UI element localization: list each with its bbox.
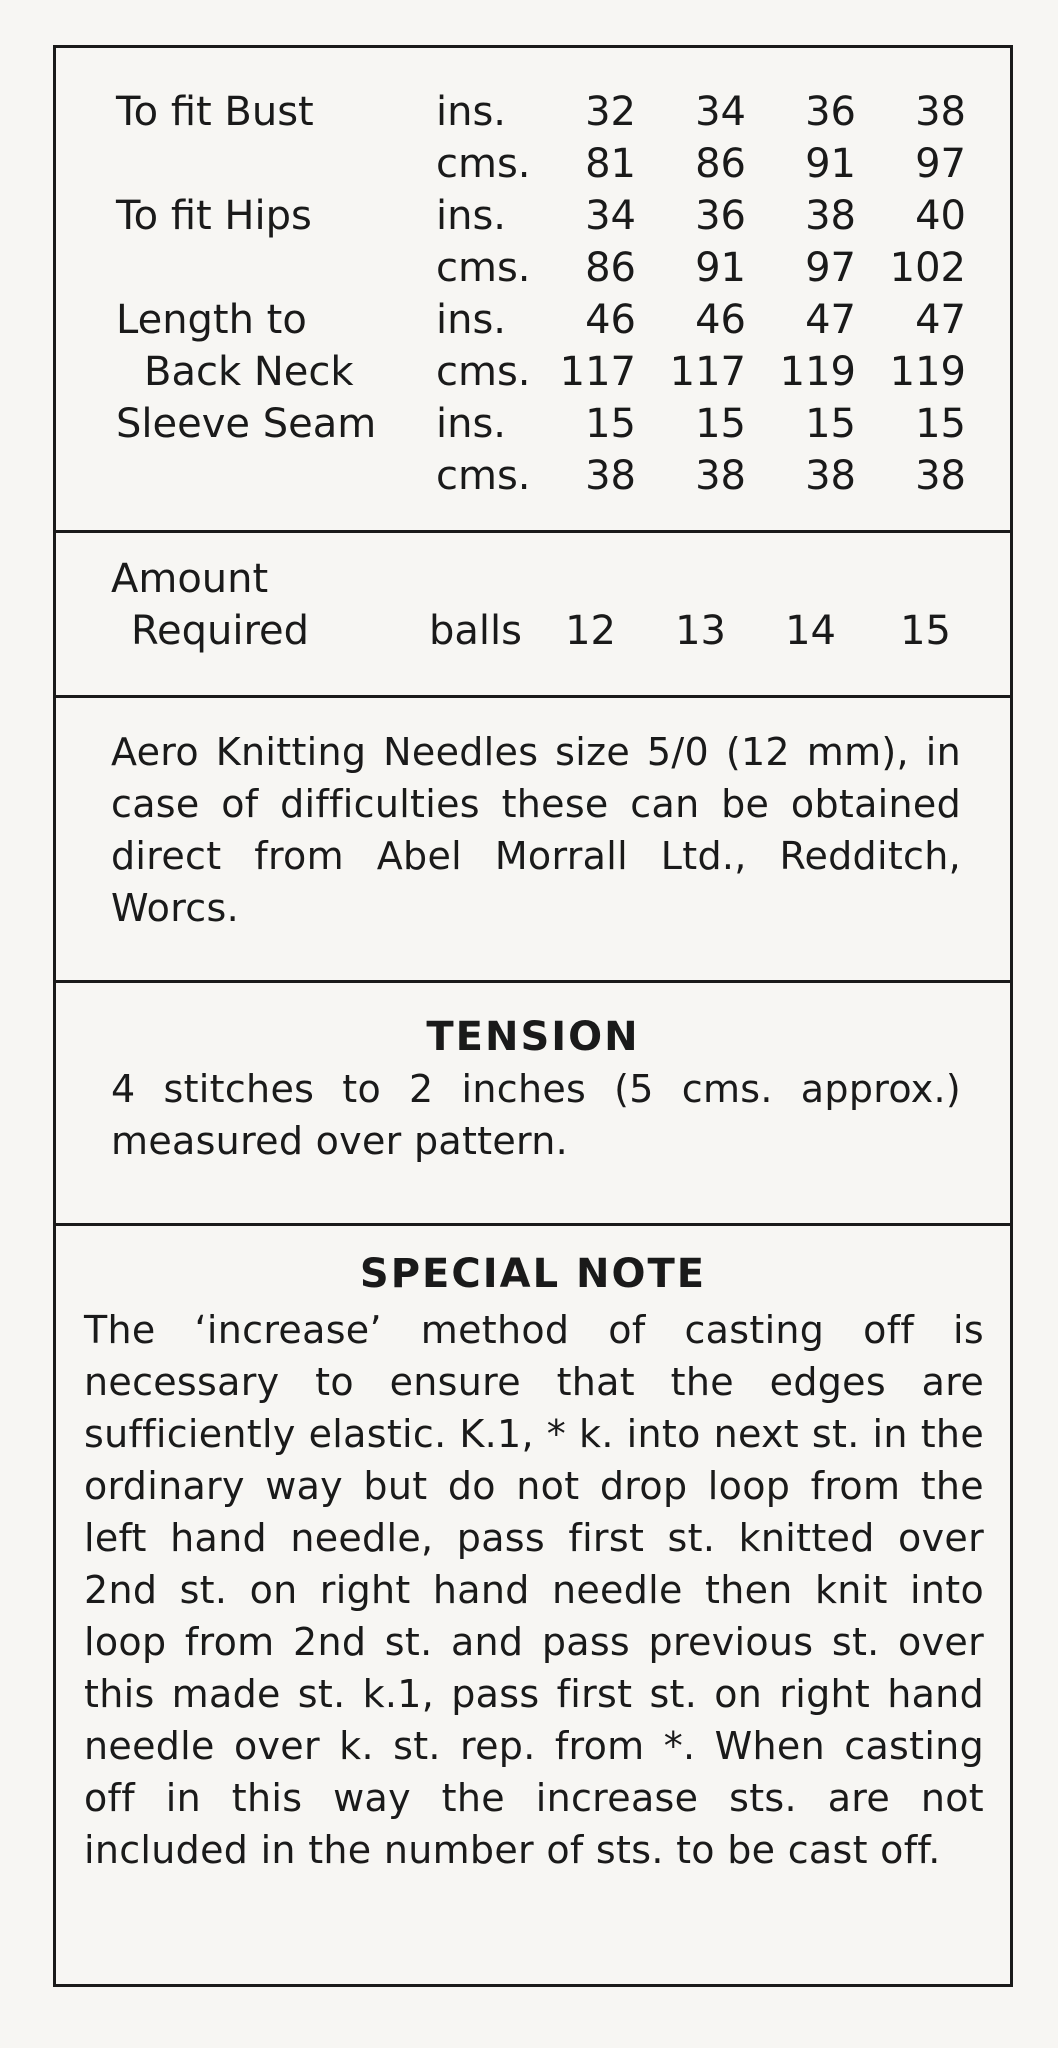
size-value: 47 [915, 297, 966, 343]
sizes-section [56, 48, 1010, 530]
size-value: 38 [805, 453, 856, 499]
size-value: 97 [805, 245, 856, 291]
row-unit: cms. [436, 141, 531, 187]
size-value: 119 [779, 349, 856, 395]
row-unit: cms. [436, 349, 531, 395]
size-value: 36 [695, 193, 746, 239]
sizes-row [56, 346, 1010, 398]
size-value: 38 [805, 193, 856, 239]
size-value: 91 [695, 245, 746, 291]
size-value: 38 [695, 453, 746, 499]
amount-value: 15 [900, 608, 951, 654]
size-value: 36 [805, 89, 856, 135]
tension-section [56, 983, 1010, 1223]
sizes-row [56, 242, 1010, 294]
size-value: 15 [585, 401, 636, 447]
size-value: 40 [915, 193, 966, 239]
special-note-text: The ‘increase’ method of casting off is necessary to ensure that the edges are sufficiently elastic. K.1, * k. into next st. in the ordinary way but do not drop loop from the left hand needle, pass first st. knitted over 2nd st. on right hand needle then knit into loop from 2nd st. and pass previous st. over this made st. k.1, pass first st. on right hand needle over k. st. rep. from *. When casting off in this way the increase sts. are not included in the number of sts. to be cast off. [84, 1308, 984, 1872]
row-label: Sleeve Seam [116, 401, 377, 447]
row-unit: cms. [436, 245, 531, 291]
size-value: 34 [695, 89, 746, 135]
size-value: 86 [585, 245, 636, 291]
size-value: 46 [585, 297, 636, 343]
size-value: 15 [805, 401, 856, 447]
size-value: 47 [805, 297, 856, 343]
row-label: To fit Hips [116, 193, 312, 239]
row-label: To fit Bust [116, 89, 314, 135]
size-value: 38 [915, 89, 966, 135]
row-unit: ins. [436, 297, 507, 343]
sizes-row [56, 86, 1010, 138]
amount-value: 14 [785, 608, 836, 654]
row-unit: ins. [436, 89, 507, 135]
size-value: 86 [695, 141, 746, 187]
row-label: Length to [116, 297, 307, 343]
size-value: 102 [889, 245, 966, 291]
size-value: 34 [585, 193, 636, 239]
sizes-row [56, 450, 1010, 502]
sizes-row [56, 190, 1010, 242]
tension-heading: TENSION [426, 1014, 640, 1060]
special-note-section [56, 1226, 1010, 1984]
row-unit: ins. [436, 193, 507, 239]
size-value: 15 [695, 401, 746, 447]
size-value: 38 [585, 453, 636, 499]
row-label: Back Neck [144, 349, 354, 395]
sizes-row [56, 294, 1010, 346]
tension-text: 4 stitches to 2 inches (5 cms. approx.) measured over pattern. [111, 1067, 961, 1163]
row-unit: cms. [436, 453, 531, 499]
size-value: 15 [915, 401, 966, 447]
size-value: 91 [805, 141, 856, 187]
size-value: 117 [669, 349, 746, 395]
amount-label: Amount [111, 556, 269, 602]
sizes-row [56, 398, 1010, 450]
size-value: 38 [915, 453, 966, 499]
amount-label: Required [131, 608, 310, 654]
amount-value: 12 [565, 608, 616, 654]
amount-unit: balls [429, 608, 522, 654]
size-value: 46 [695, 297, 746, 343]
size-value: 97 [915, 141, 966, 187]
size-value: 119 [889, 349, 966, 395]
pattern-info-box [53, 45, 1013, 1987]
needles-section [56, 698, 1010, 980]
amount-section [56, 533, 1010, 695]
special-note-heading: SPECIAL NOTE [359, 1251, 707, 1297]
amount-value: 13 [675, 608, 726, 654]
amount-row [56, 605, 1010, 657]
row-unit: ins. [436, 401, 507, 447]
size-value: 32 [585, 89, 636, 135]
sizes-row [56, 138, 1010, 190]
size-value: 117 [559, 349, 636, 395]
size-value: 81 [585, 141, 636, 187]
needles-text: Aero Knitting Needles size 5/0 (12 mm), in case of difficulties these can be obtained direct from Abel Morrall Ltd., Redditch, Worcs. [111, 730, 961, 930]
